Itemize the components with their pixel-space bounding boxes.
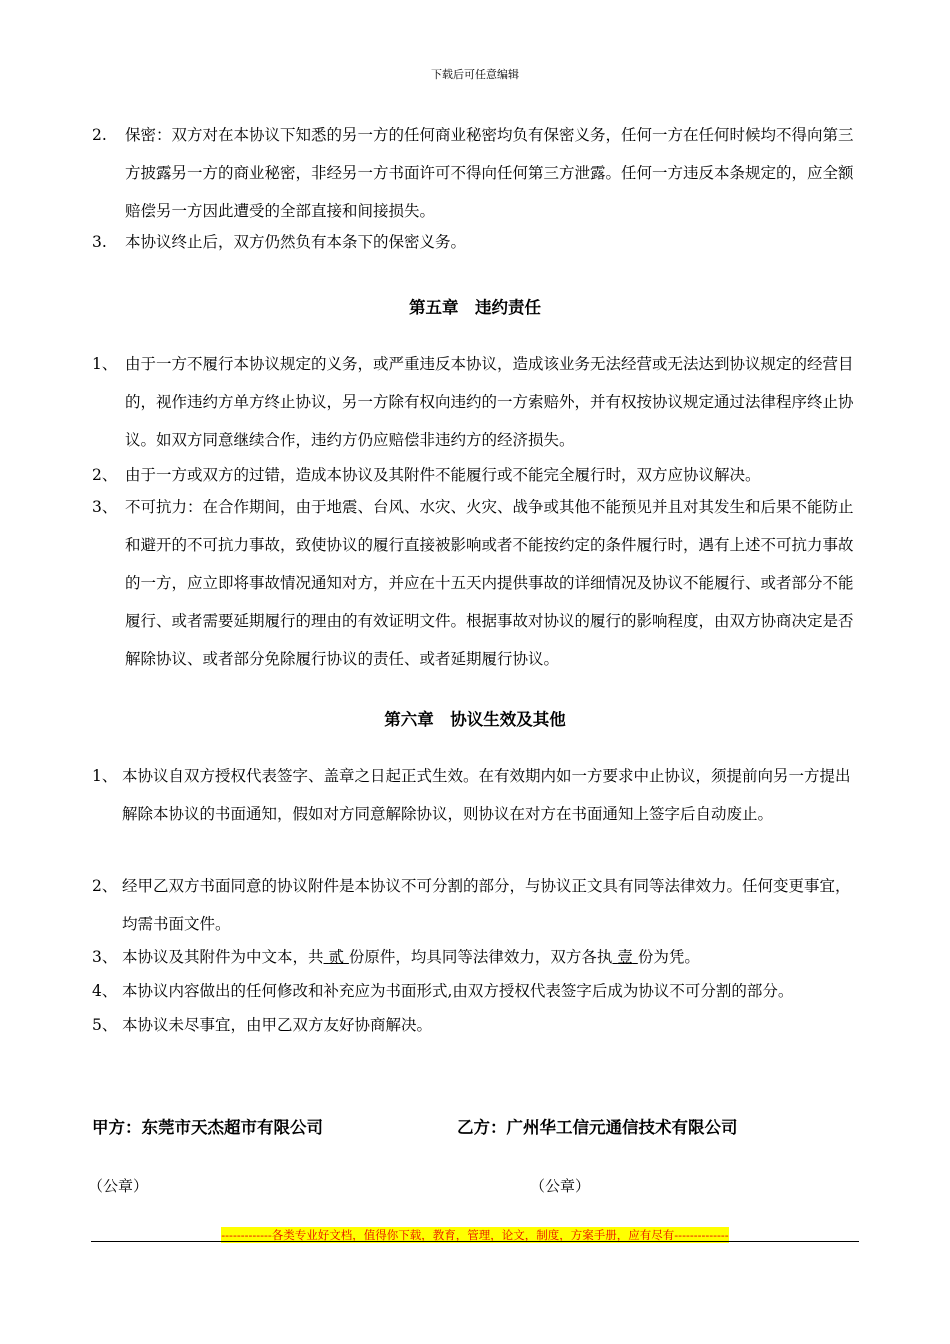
item-text-b: 份原件，均具同等法律效力，双方各执: [348, 948, 613, 966]
item-number: 2.: [92, 126, 107, 144]
party-a-label: 甲方：东莞市天杰超市有限公司: [92, 1118, 323, 1137]
item-text: 不可抗力：在合作期间，由于地震、台风、水灾、火灾、战争或其他不能预见并且对其发生和后果不能防止和避开的不可抗力事故，致使协议的履行直接被影响或者不能按约定的条件履行时，遇有上述不可抗力事故的一方，应立即将事故情况通知对方，并应在十五天内提供事故的详细情况及协议不能履行、或者部分不能履行、或者需要延期履行的理由的有效证明文件。根据事故对协议的履行的影响程度，由双方协商决定是否解除协议、或者部分免除履行协议的责任、或者延期履行协议。: [125, 498, 854, 668]
item-number: 3.: [92, 233, 107, 251]
item-text: 本协议自双方授权代表签字、盖章之日起正式生效。在有效期内如一方要求中止协议，须提前向另一方提出解除本协议的书面通知，假如对方同意解除协议，则协议在对方在书面通知上签字后自动废止。: [122, 767, 851, 823]
list-item: [92, 116, 862, 230]
item-text-c: 份为凭。: [637, 948, 700, 966]
item-number: 3、: [92, 948, 118, 966]
list-item: [92, 757, 862, 833]
header-note: 下载后可任意编辑: [431, 68, 519, 81]
party-a-seal: （公章）: [88, 1177, 149, 1195]
party-b-seal: （公章）: [530, 1177, 591, 1195]
item-number: 2、: [92, 466, 118, 484]
item-text: 保密：双方对在本协议下知悉的另一方的任何商业秘密均负有保密义务，任何一方在任何时候均不得向第三方披露另一方的商业秘密，非经另一方书面许可不得向任何第三方泄露。任何一方违反本条规定的，应全额赔偿另一方因此遭受的全部直接和间接损失。: [125, 126, 854, 220]
list-item: [92, 345, 862, 459]
item-number: 5、: [92, 1016, 118, 1034]
copies-each-blank: 壹: [617, 948, 633, 966]
list-item: [92, 938, 862, 976]
item-text: 由于一方或双方的过错，造成本协议及其附件不能履行或不能完全履行时，双方应协议解决。: [125, 466, 761, 484]
item-text: [122, 938, 862, 976]
copies-total-blank: 贰: [328, 948, 344, 966]
list-item: [92, 488, 862, 678]
chapter-5-title: 第五章 违约责任: [409, 298, 541, 317]
item-text: 本协议内容做出的任何修改和补充应为书面形式,由双方授权代表签字后成为协议不可分割的部分。: [122, 982, 794, 1000]
list-item: [92, 223, 862, 261]
item-text: 本协议未尽事宜，由甲乙双方友好协商解决。: [122, 1016, 433, 1034]
list-item: [92, 867, 862, 943]
chapter-6-title: 第六章 协议生效及其他: [384, 710, 566, 729]
footer-divider: [91, 1241, 859, 1242]
party-b-label: 乙方：广州华工信元通信技术有限公司: [457, 1118, 738, 1137]
item-text: 由于一方不履行本协议规定的义务，或严重违反本协议，造成该业务无法经营或无法达到协议规定的经营目的，视作违约方单方终止协议，另一方除有权向违约的一方索赔外，并有权按协议规定通过法律程序终止协议。如双方同意继续合作，违约方仍应赔偿非违约方的经济损失。: [125, 355, 854, 449]
item-text: 本协议终止后，双方仍然负有本条下的保密义务。: [125, 233, 467, 251]
list-item: [92, 1006, 862, 1044]
item-number: 1、: [92, 767, 118, 785]
footer-banner-text: -------------各类专业好文档，值得你下载，教育，管理，论文，制度，方案手册，应有尽有--------------: [221, 1228, 729, 1242]
item-text-a: 本协议及其附件为中文本，共: [122, 948, 324, 966]
item-number: 3、: [92, 498, 118, 516]
item-number: 1、: [92, 355, 118, 373]
item-number: 2、: [92, 877, 118, 895]
list-item: [92, 972, 862, 1010]
item-number: 4、: [92, 982, 118, 1000]
item-text: 经甲乙双方书面同意的协议附件是本协议不可分割的部分，与协议正文具有同等法律效力。任何变更事宜，均需书面文件。: [122, 877, 851, 933]
